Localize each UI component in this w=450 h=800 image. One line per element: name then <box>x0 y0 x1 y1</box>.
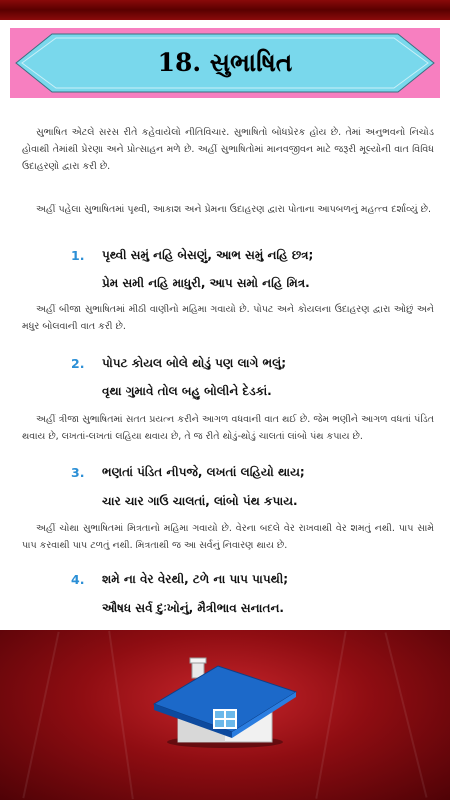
chapter-title-banner <box>10 28 440 98</box>
verse-line: વૃથા ગુમાવે તોલ બહુ બોલીને દેડકાં. <box>102 384 272 398</box>
explanation-paragraph-1: અહીં પહેલા સુભાષિતમાં પૃથ્વી, આકાશ અને પ્રેમના ઉદાહરણ દ્વારા પોતાના આપબળનું મહત્ત્વ દર્શાવ્યું છે. <box>36 204 431 215</box>
background-streak <box>22 632 59 799</box>
background-streak <box>384 632 427 797</box>
verse-line: ચાર ચાર ગાઉ ચાલતાં, લાંબો પંથ કપાય. <box>102 494 298 508</box>
verse-line: ભણતાં પંડિત નીપજે, લખતાં લહિયો થાય; <box>102 465 305 479</box>
verse-number: 1. <box>71 248 85 263</box>
verse-line: ઔષધ સર્વ દુઃખોનું, મૈત્રીભાવ સનાતન. <box>102 601 284 615</box>
chapter-title: 18. સુભાષિત <box>157 48 293 77</box>
verse-line: પૃથ્વી સમું નહિ બેસણું, આભ સમું નહિ છત્ર; <box>102 248 314 262</box>
background-streak <box>315 631 346 799</box>
top-banner-strip <box>0 0 450 20</box>
bottom-panel <box>0 630 450 800</box>
house-icon[interactable] <box>150 650 300 750</box>
verse-line: પ્રેમ સમી નહિ માધુરી, આપ સમો નહિ મિત્ર. <box>102 276 310 290</box>
verse-number: 4. <box>71 572 85 587</box>
verse-number: 3. <box>71 465 85 480</box>
verse-line: પોપટ કોયલ બોલે થોડું પણ લાગે ભલું; <box>102 356 286 370</box>
intro-paragraph: સુભાષિત એટલે સરસ રીતે કહેવાયેલો નીતિવિચાર. સુભાષિતો બોધપ્રેરક હોય છે. તેમાં અનુભવનો નિચોડ હોવાથી તેમાંથી પ્રેરણા અને પ્રોત્સાહન મળે છે. અહીં સુભાષિતોમાં માનવજીવન માટે જરૂરી મૂલ્યોની વાત વિવિધ ઉદાહરણો દ્વારા કરી છે. <box>22 127 434 172</box>
explanation-paragraph-2: અહીં બીજા સુભાષિતમાં મીઠી વાણીનો મહિમા ગવાયો છે. પોપટ અને કોયલના ઉદાહરણ દ્વારા ઓછું અને મધુર બોલવાની વાત કરી છે. <box>22 304 434 332</box>
lesson-content[interactable] <box>0 98 450 630</box>
verse-line: શમે ના વેર વેરથી, ટળે ના પાપ પાપથી; <box>102 572 289 586</box>
background-streak <box>108 631 134 800</box>
explanation-paragraph-3: અહીં ત્રીજા સુભાષિતમાં સતત પ્રયત્ન કરીને આગળ વધવાની વાત થઈ છે. જેમ ભણીને આગળ વધતાં પંડિત થવાય છે, લખતાં-લખતાં લહિયા થવાય છે, તે જ રીતે થોડું-થોડું ચાલતાં લાંબો પંથ કપાય છે. <box>22 414 434 442</box>
verse-number: 2. <box>71 356 85 371</box>
explanation-paragraph-4: અહીં ચોથા સુભાષિતમાં મિત્રતાનો મહિમા ગવાયો છે. વેરના બદલે વેર રાખવાથી વેર શમતું નથી. પાપ સામે પાપ કરવાથી પાપ ટળતું નથી. મિત્રતાથી જ આ સર્વનું નિવારણ થાય છે. <box>22 523 434 551</box>
